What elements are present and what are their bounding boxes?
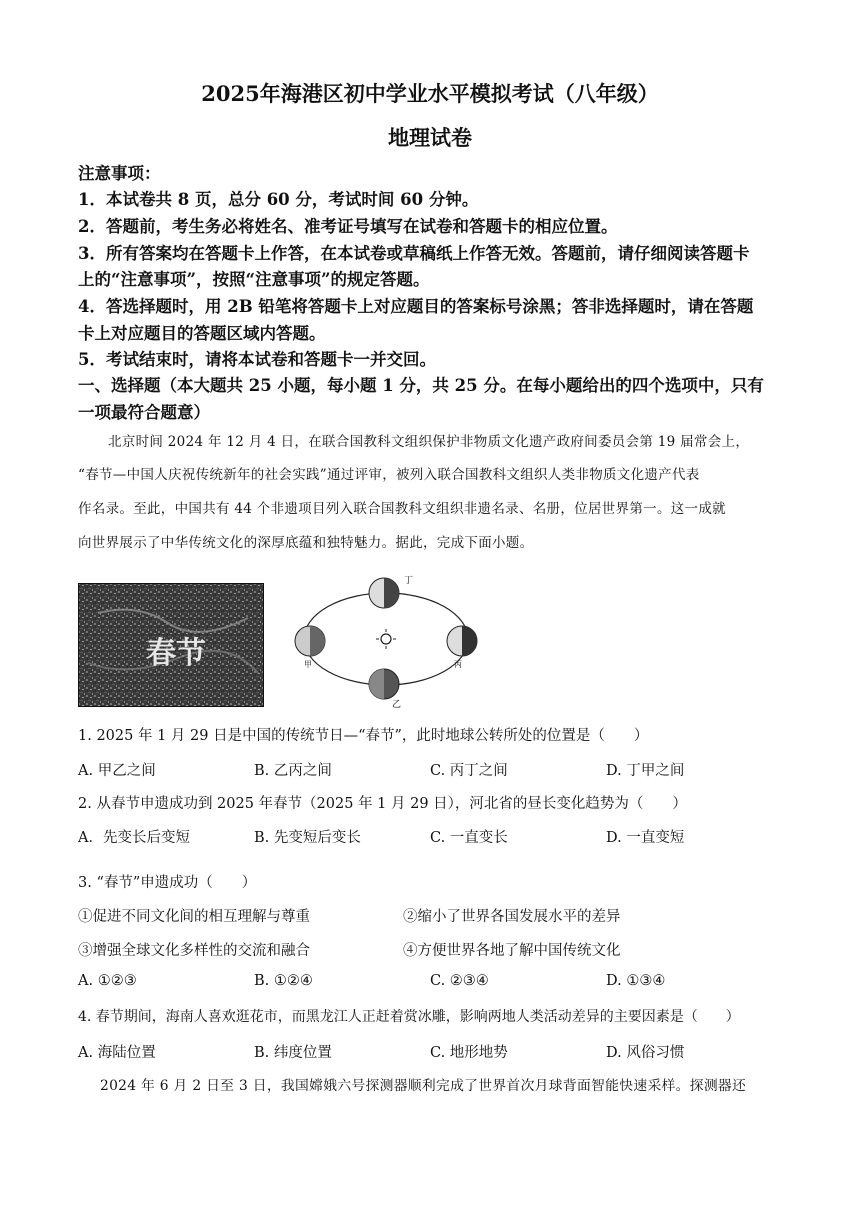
page-subtitle: 地理试卷 <box>388 125 472 150</box>
option-a: A. 甲乙之间 <box>78 763 156 779</box>
orbit-label-right: 丙 <box>454 660 462 669</box>
orbit-label-left: 甲 <box>304 660 312 669</box>
section-heading: 一、选择题（本大题共 25 小题，每小题 1 分，共 25 分。在每小题给出的四个选项中，只有 <box>78 376 764 395</box>
earth-left-icon <box>295 626 325 656</box>
passage-line: 北京时间 2024 年 12 月 4 日，在联合国教科文组织保护非物质文化遗产政府间委员会第 19 届常会上， <box>108 434 750 450</box>
option-a: A. 海陆位置 <box>78 1045 156 1061</box>
option-a: A．先变长后变短 <box>78 830 190 846</box>
option-b: B. 先变短后变长 <box>254 830 361 846</box>
option-a: A. ①②③ <box>78 973 137 989</box>
question-stem: 1. 2025 年 1 月 29 日是中国的传统节日—“春节”，此时地球公转所处的位置是（ ） <box>78 728 649 744</box>
statement: ①促进不同文化间的相互理解与尊重 <box>78 909 310 925</box>
calligraphy-text: 春节 <box>146 636 206 671</box>
option-d: D. 丁甲之间 <box>606 763 685 779</box>
option-c: C. 一直变长 <box>430 830 508 846</box>
notice-line: 3．所有答案均在答题卡上作答，在本试卷或草稿纸上作答无效。答题前，请仔细阅读答题卡 <box>78 244 750 263</box>
notice-line: 上的“注意事项”，按照“注意事项”的规定答题。 <box>78 270 430 289</box>
orbit-label-top: 丁 <box>404 576 414 586</box>
option-d: D. ①③④ <box>606 973 666 989</box>
sun-icon <box>376 629 396 649</box>
option-c: C. 丙丁之间 <box>430 763 508 779</box>
earth-top-icon <box>369 578 399 608</box>
passage-line: 2024 年 6 月 2 日至 3 日，我国嫦娥六号探测器顺利完成了世界首次月球背面智能快速采样。探测器还 <box>100 1078 747 1094</box>
statement: ④方便世界各地了解中国传统文化 <box>403 943 621 959</box>
statement: ②缩小了世界各国发展水平的差异 <box>403 909 621 925</box>
section-heading: 一项最符合题意） <box>78 403 210 422</box>
notice-line: 2．答题前，考生务必将姓名、准考证号填写在试卷和答题卡的相应位置。 <box>78 217 618 236</box>
spring-festival-image <box>78 583 264 707</box>
notice-line: 卡上对应题目的答题区域内答题。 <box>78 324 326 343</box>
passage-line: “春节—中国人庆祝传统新年的社会实践”通过评审，被列入联合国教科文组织人类非物质文化遗产代表 <box>78 467 700 483</box>
passage-line: 向世界展示了中华传统文化的深厚底蕴和独特魅力。据此，完成下面小题。 <box>78 535 534 551</box>
option-c: C. ②③④ <box>430 973 489 989</box>
earth-bottom-icon <box>369 669 399 699</box>
page-title: 2025年海港区初中学业水平模拟考试（八年级） <box>201 81 659 106</box>
notice-line: 5．考试结束时，请将本试卷和答题卡一并交回。 <box>78 350 436 369</box>
option-b: B. 纬度位置 <box>254 1045 332 1061</box>
question-stem: 3. “春节”申遗成功（ ） <box>78 875 257 891</box>
option-d: D. 一直变短 <box>606 830 685 846</box>
earth-orbit-diagram <box>290 567 486 711</box>
question-stem: 4. 春节期间，海南人喜欢逛花市，而黑龙江人正赶着赏冰雕，影响两地人类活动差异的主要因素是（ ） <box>78 1009 740 1025</box>
option-d: D. 风俗习惯 <box>606 1045 685 1061</box>
option-b: B. ①②④ <box>254 973 313 989</box>
orbit-label-bottom: 乙 <box>392 700 402 710</box>
question-stem: 2. 从春节申遗成功到 2025 年春节（2025 年 1 月 29 日），河北省的昼长变化趋势为（ ） <box>78 796 687 812</box>
option-c: C. 地形地势 <box>430 1045 508 1061</box>
notice-heading: 注意事项： <box>78 164 161 183</box>
statement: ③增强全球文化多样性的交流和融合 <box>78 943 310 959</box>
earth-right-icon <box>447 626 477 656</box>
passage-line: 作名录。至此，中国共有 44 个非遗项目列入联合国教科文组织非遗名录、名册，位居世界第一。这一成就 <box>78 501 726 517</box>
notice-line: 4．答选择题时，用 2B 铅笔将答题卡上对应题目的答案标号涂黑；答非选择题时，请在答题 <box>78 297 754 316</box>
option-b: B. 乙丙之间 <box>254 763 332 779</box>
notice-line: 1．本试卷共 8 页，总分 60 分，考试时间 60 分钟。 <box>78 190 479 209</box>
